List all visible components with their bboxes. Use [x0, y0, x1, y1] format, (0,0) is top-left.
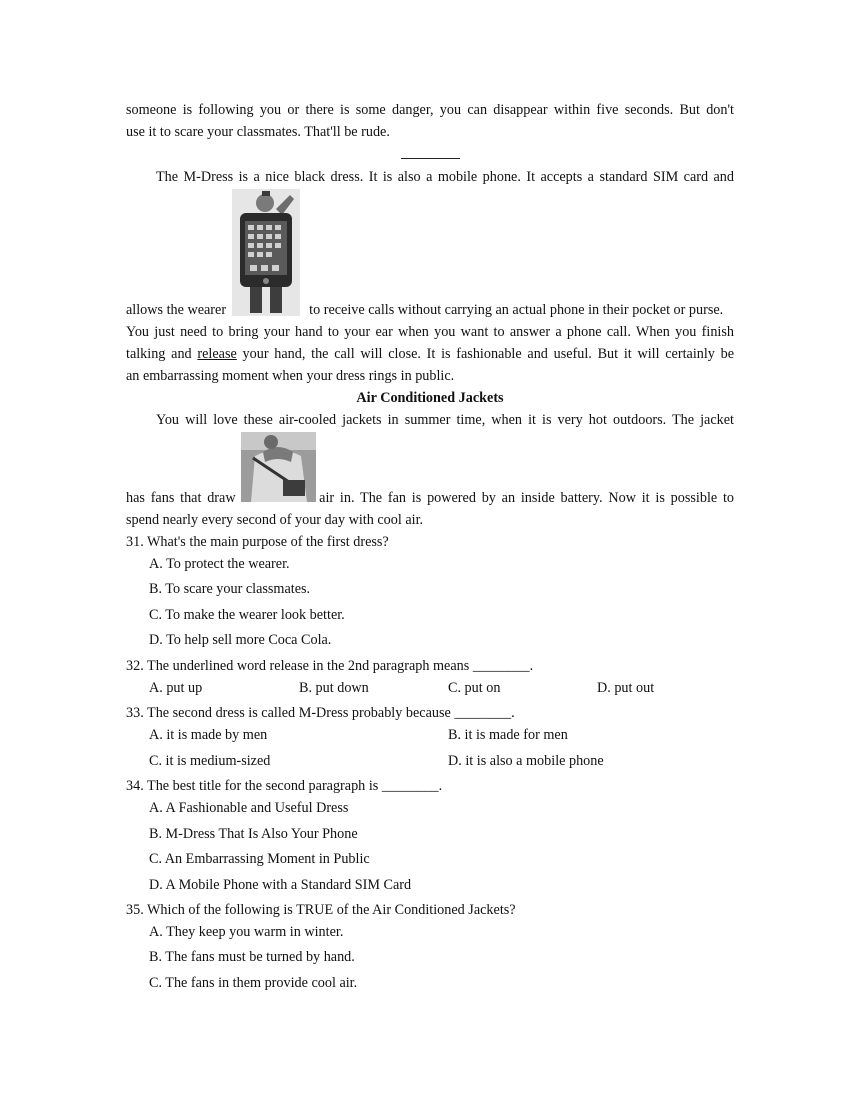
- option-33-b[interactable]: B. it is made for men: [448, 727, 568, 743]
- option-32-b[interactable]: B. put down: [299, 680, 369, 696]
- paragraph-line: [126, 345, 734, 363]
- text-segment: has fans that draw: [126, 490, 236, 506]
- option-34-b[interactable]: B. M-Dress That Is Also Your Phone: [149, 826, 358, 842]
- option-34-c[interactable]: C. An Embarrassing Moment in Public: [149, 851, 370, 867]
- text-segment: your hand, the call will close. It is fashionable and useful. But it will certainly be: [242, 346, 735, 362]
- option-34-d[interactable]: D. A Mobile Phone with a Standard SIM Card: [149, 877, 412, 893]
- option-32-d[interactable]: D. put out: [597, 680, 655, 696]
- text-segment: air in. The fan is powered by an inside battery. Now it is possible to: [319, 490, 735, 506]
- option-35-c[interactable]: C. The fans in them provide cool air.: [149, 975, 358, 991]
- option-31-c[interactable]: C. To make the wearer look better.: [149, 607, 345, 623]
- option-34-a[interactable]: A. A Fashionable and Useful Dress: [149, 800, 349, 816]
- question-35: 35. Which of the following is TRUE of the Air Conditioned Jackets?: [126, 902, 516, 918]
- option-35-a[interactable]: A. They keep you warm in winter.: [149, 924, 344, 940]
- paragraph-line: someone is following you or there is some danger, you can disappear within five seconds. But don't: [126, 102, 734, 118]
- paragraph-line: You will love these air-cooled jackets in summer time, when it is very hot outdoors. The jacket: [156, 412, 734, 428]
- option-33-a[interactable]: A. it is made by men: [149, 727, 268, 743]
- paragraph-line: [126, 301, 734, 319]
- question-33: 33. The second dress is called M-Dress probably because ________.: [126, 705, 515, 721]
- question-31: 31. What's the main purpose of the first dress?: [126, 534, 389, 550]
- m-dress-photo: [232, 189, 300, 316]
- title-blank: [401, 158, 460, 159]
- option-35-b[interactable]: B. The fans must be turned by hand.: [149, 949, 355, 965]
- paragraph-line: an embarrassing moment when your dress rings in public.: [126, 368, 455, 384]
- paragraph-line: The M-Dress is a nice black dress. It is also a mobile phone. It accepts a standard SIM card and: [156, 169, 734, 185]
- text-segment: talking and: [126, 346, 192, 362]
- text-segment: to receive calls without carrying an actual phone in their pocket or purse.: [309, 302, 724, 318]
- option-32-c[interactable]: C. put on: [448, 680, 501, 696]
- section-heading: Air Conditioned Jackets: [356, 390, 504, 406]
- option-31-d[interactable]: D. To help sell more Coca Cola.: [149, 632, 332, 648]
- paragraph-line: [126, 489, 734, 507]
- underlined-word-release: release: [197, 346, 237, 362]
- text-segment: allows the wearer: [126, 302, 227, 318]
- option-33-d[interactable]: D. it is also a mobile phone: [448, 753, 604, 769]
- paragraph-line: use it to scare your classmates. That'll be rude.: [126, 124, 390, 140]
- option-31-a[interactable]: A. To protect the wearer.: [149, 556, 290, 572]
- question-34: 34. The best title for the second paragraph is ________.: [126, 778, 443, 794]
- question-32: 32. The underlined word release in the 2nd paragraph means ________.: [126, 658, 534, 674]
- paragraph-line: spend nearly every second of your day with cool air.: [126, 512, 424, 528]
- option-32-a[interactable]: A. put up: [149, 680, 203, 696]
- option-33-c[interactable]: C. it is medium-sized: [149, 753, 271, 769]
- paragraph-line: You just need to bring your hand to your ear when you want to answer a phone call. When you finish: [126, 324, 734, 340]
- option-31-b[interactable]: B. To scare your classmates.: [149, 581, 311, 597]
